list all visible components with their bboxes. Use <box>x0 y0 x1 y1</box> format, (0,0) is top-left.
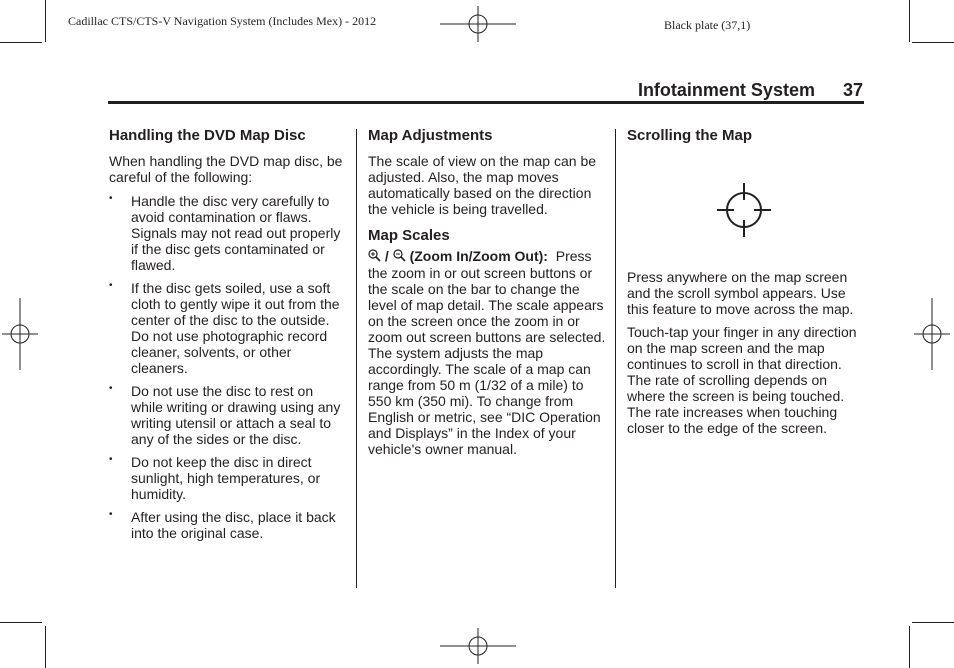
zoom-label: (Zoom In/Zoom Out): <box>409 248 548 264</box>
bullet-list <box>109 193 345 541</box>
column-map-adjustments <box>368 127 606 464</box>
registration-mark-icon <box>914 298 950 370</box>
zoom-separator: / <box>384 248 389 264</box>
column-divider <box>615 129 616 588</box>
heading-dvd-handling: Handling the DVD Map Disc <box>109 127 306 144</box>
paragraph-zoom <box>368 248 606 457</box>
header-rule <box>108 101 864 104</box>
page-number: 37 <box>842 80 863 100</box>
document-title: Cadillac CTS/CTS-V Navigation System (Includes Mex) - 2012 <box>68 14 377 28</box>
plate-label: Black plate (37,1) <box>664 18 751 32</box>
bullet-icon: • <box>109 383 113 394</box>
list-item: • If the disc gets soiled, use a soft cloth to gently wipe it out from the center of the disc to the outside. Do not use photographic record cleaner, solvents, or other cleaners. <box>109 280 340 376</box>
scroll-crosshair-icon <box>714 180 774 240</box>
heading-map-scales: Map Scales <box>368 227 450 244</box>
paragraph-intro: When handling the DVD map disc, be careful of the following: <box>109 153 343 185</box>
list-item: • Do not use the disc to rest on while writing or drawing using any writing utensil or attach a seal to any of the sides or the disc. <box>109 383 341 447</box>
list-item: • Handle the disc very carefully to avoid contamination or flaws. Signals may not read out properly if the disc gets contaminated or flawed. <box>109 193 341 273</box>
paragraph-scroll-1: Press anywhere on the map screen and the scroll symbol appears. Use this feature to move across the map. <box>627 269 854 317</box>
section-title: Infotainment System <box>637 80 815 100</box>
zoom-in-icon <box>368 249 381 265</box>
bullet-icon: • <box>109 280 113 291</box>
list-item: • After using the disc, place it back into the original case. <box>109 509 336 541</box>
heading-map-adjustments: Map Adjustments <box>368 127 493 144</box>
running-head <box>638 80 863 101</box>
zoom-out-icon <box>393 249 406 265</box>
registration-mark-icon <box>440 6 516 42</box>
registration-mark-icon <box>440 628 516 664</box>
paragraph-scroll-2: Touch-tap your finger in any direction on the map screen and the map continues to scroll in that direction. The rate of scrolling depends on where the screen is being touched. The rate increases when touching closer to the edge of the screen. <box>627 324 857 436</box>
bullet-icon: • <box>109 193 113 204</box>
paragraph-intro: The scale of view on the map can be adjusted. Also, the map moves automatically based on the direction the vehicle is being travelled. <box>368 153 597 217</box>
bullet-icon: • <box>109 509 113 520</box>
list-item: • Do not keep the disc in direct sunlight, high temperatures, or humidity. <box>109 454 321 502</box>
column-divider <box>356 129 357 588</box>
bullet-icon: • <box>109 454 113 465</box>
registration-mark-icon <box>2 298 38 370</box>
zoom-body: Press the zoom in or out screen buttons or the scale on the bar to change the level of map detail. The scale appears on the screen once the zoom in or zoom out screen buttons are selected. The system adjusts the map accordingly. The scale of a map can range from 50 m (1/32 of a mile) to 550 km (350 mi). To change from English or metric, see “DIC Operation and Displays” in the Index of your vehicle's owner manual. <box>368 248 606 457</box>
heading-scrolling-map: Scrolling the Map <box>627 127 753 144</box>
column-scrolling <box>627 127 865 443</box>
column-dvd-handling <box>109 127 345 548</box>
